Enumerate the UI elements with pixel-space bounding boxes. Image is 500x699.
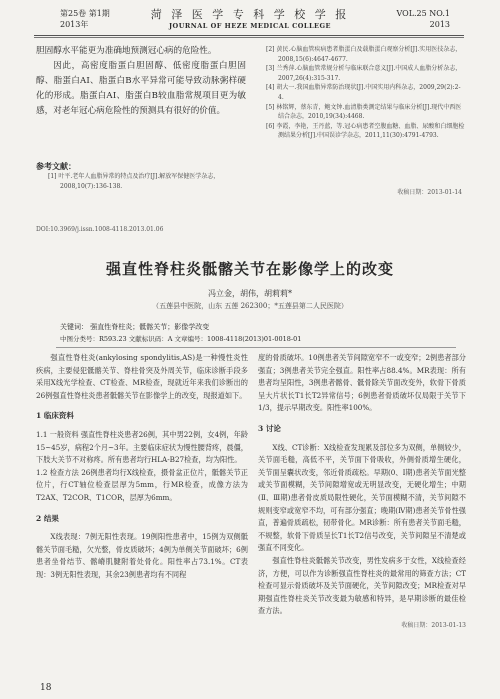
page-number: 18 [40,683,52,693]
header-volume-block [60,8,110,30]
intro-paragraph: 强直性脊柱炎(ankylosing spondylitis,AS)是一种慢性炎性疾病，主要侵犯骶髂关节、脊柱骨突及外周关节，临床诊断手段多采用X线光学检查、CT检查、MR检查，现就近年来我们诊断出的26例强直性脊柱炎患者骶髂关节在影像学上的改变，现报道如下。 [36,353,248,400]
ref-item: [1] 叶平.老年人血脂异常的特点及治疗[J].解放军保健医学杂志，2008,10(7):136-138. [48,173,220,190]
prev-para-1: 胆固醇水平能更为准确地预测冠心病的危险性。 [36,46,217,56]
header-issue-block [397,8,451,30]
refs-heading: 参考文献： [36,161,76,171]
article-affiliation: （五莲县中医院，山东 五莲 262300；*五莲县第二人民医院） [152,302,348,310]
classification: 中图分类号：R593.23 文献标识码：A 文章编号：1008-4118(2013)01-0018-01 [60,335,302,343]
header-year-en: 2013 [429,20,450,29]
received-date: 收稿日期：2013-01-13 [401,621,466,629]
ref-item: [6] 李霞，李艳，王丹蓝，等.冠心病患者空腹血糖、血脂、尿酸和白细胞检测结果分析[J].中国误诊学杂志，2011,11(30):4791-4793. [266,122,465,140]
results-paragraph: X线表现：7例无阳性表现。19例阳性患者中，15例为双侧骶髂关节面毛糙，欠光整，骨皮质破坏；4例为单侧关节面破坏；6例患者坐骨结节、髂嵴肌腱附着处骨化。阳性率占73.1%。CT表现：3例无阳性表现，其余23例患者均有不同程 [36,532,248,579]
journal-title-cn: 菏 泽 医 学 专 科 学 校 学 报 [150,8,350,21]
ref-item: [4] 胡大一.我国血脂异常防治现状[J].中国实用内科杂志，2009,29(2):2-4. [266,84,461,101]
ref-item: [5] 林铭辉，蔡东青，鲍文钟.血清脂类测定结果与临床分析[J].现代中西医结合杂志，2010,19(34):4468. [266,103,462,121]
journal-title-block [130,6,370,30]
section-heading: 3 讨论 [258,423,281,433]
refs-right [266,45,466,141]
header-volume: 第25卷 第1期 [60,9,110,18]
keywords: 关键词： 强直性脊柱炎；骶髂关节；影像学改变 [60,323,210,331]
header-year: 2013年 [60,20,89,29]
subsection-methods: 1.2 检查方法 26例患者均行X线检查，摄骨盆正位片，骶髂关节正位片，行CT轴位检查层厚为5mm，行MR检查，成像方法为T2AX、T2COR、T1COR，层厚为6mm。 [36,467,248,502]
discussion-paragraph-1: X线、CT诊断：X线检查发现累及部位多为双侧，单侧较少，关节面毛糙，高低不平，关节面下骨吸收，外侧骨质增生硬化，关节面呈囊状改变，邻近骨质疏松。早期(0、Ⅰ期)患者关节面光整或关节面模糊，关节间隙增宽或无明显改变，无硬化增生；中期(Ⅱ、Ⅲ期)患者骨皮质局限性硬化，关节面模糊不清，关节间隙不规则变窄或宽窄不均，可有部分强直；晚期(Ⅳ期)患者关节骨性强直，普遍骨质疏松，韧带骨化。MR诊断：所有患者关节面毛糙，不规整，软骨下骨质呈长T1长T2信号改变，关节间隙呈不清楚或强直不同变化。 [258,442,466,553]
section-heading: 1 临床资料 [36,411,74,421]
discussion-paragraph-2: 强直性脊柱炎骶髂关节改变，男性发病多于女性，X线检查经济，方便，可以作为诊断强直性脊柱炎的最常用的筛查方法；CT检查可显示骨质破坏及关节面硬化，关节间隙改变；MR检查对早期强直性脊柱炎关节改变最为敏感和特异，是早期诊断的最佳检查方法。 [258,555,466,616]
article-authors: 冯立金，胡伟，胡莉莉* [208,289,292,298]
ref-item: [2] 黄民.心脑血管疾病患者脂蛋白及载脂蛋白观察分析[J].实用医技杂志，2008,15(6):4647-4677. [266,46,462,63]
journal-title-en: JOURNAL OF HEZE MEDICAL COLLEGE [168,22,332,30]
results-continued: 度的骨质破坏。10例患者关节间隙宽窄不一或变窄；2例患者部分强直；3例患者关节完全强直。阳性率占88.4%。MR表现：所有患者均呈阳性，3例患者髂骨、骶骨除关节面改变外，软骨下骨质呈大片状长T1长T2异常信号；6例患者骨质破坏仅局限于关节下1/3，提示早期改变。阳性率100%。 [258,353,466,413]
section-heading: 2 结果 [36,513,59,523]
refs-left [48,172,248,191]
body-left-column [36,352,248,582]
header-rule-thin [34,37,464,38]
prev-article-text [36,44,246,119]
doi: DOI:10.3969/j.issn.1008-4118.2013.01.06 [36,226,164,233]
subsection-general: 1.1 一般资料 强直性脊柱炎患者26例，其中男22例，女4例，年龄15~45岁，病程2个月~3年。主要临床症状为慢性腰背疼，晨僵，下肢大关节不对称疼。所有患者均行HLA-B27检查，均为阳性。 [36,429,248,465]
ref-item: [3] 兰秀萍.心脑血管常规分析与临床联合意义[J].中国成人血脂分析杂志，2007,26(4):315-317. [266,65,462,82]
body-right-column [258,352,466,632]
header-vol-en: VOL.25 NO.1 [396,9,450,18]
article-title: 强直性脊柱炎骶髂关节在影像学上的改变 [105,260,394,278]
header-rule [34,35,464,36]
heading-rule [56,347,456,348]
prev-received-date: 收稿日期：2013-01-14 [397,189,462,196]
prev-para-2: 因此，高密度脂蛋白胆固醇、低密度脂蛋白胆固醇、脂蛋白AⅠ、脂蛋白B水平异常可能导致动脉粥样硬化的形成。脂蛋白AⅠ、脂蛋白B较血脂常规项目更为敏感，对老年冠心病危险性的预测具有很好的价值。 [36,61,246,116]
